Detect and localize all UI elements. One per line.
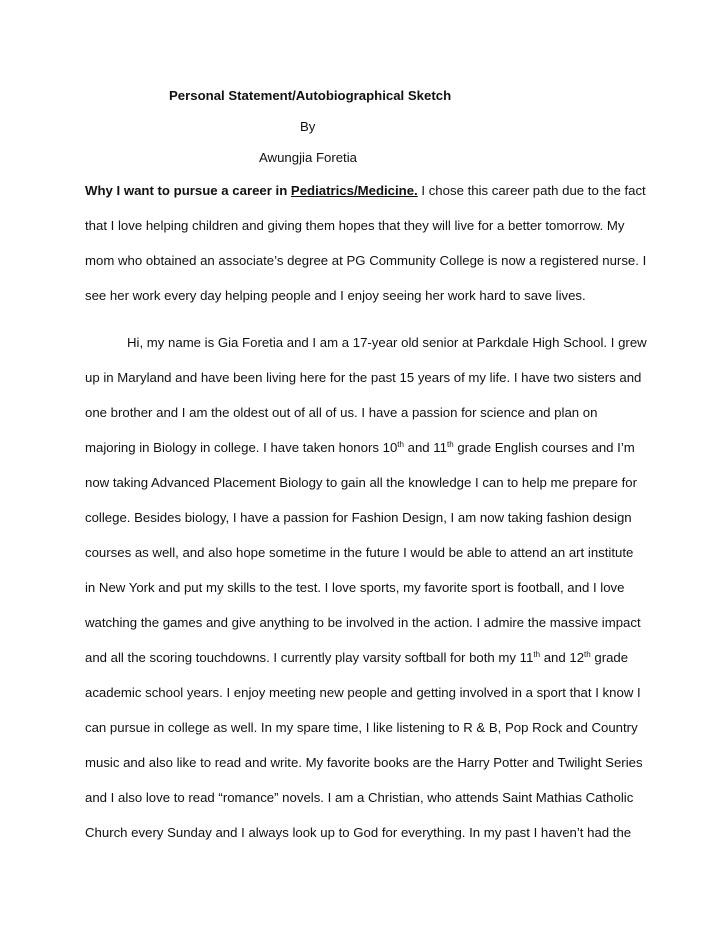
body-line-13: music and also like to read and write. My favorite books are the Harry Potter and Twilight Series — [85, 755, 643, 770]
body-line-10-c: grade — [590, 650, 629, 665]
body-line-10-a: and all the scoring touchdowns. I currently play varsity softball for both my 11 — [85, 650, 534, 665]
body-line-2: up in Maryland and have been living here for the past 15 years of my life. I have two sisters and — [85, 370, 642, 385]
body-line-4-a: majoring in Biology in college. I have taken honors 10 — [85, 440, 398, 455]
body-line-15: Church every Sunday and I always look up to God for everything. In my past I haven’t had the — [85, 825, 632, 840]
body-line-14: and I also love to read “romance” novels. I am a Christian, who attends Saint Mathias Catholic — [85, 790, 634, 805]
superscript: th — [533, 650, 541, 659]
body-line-9: watching the games and give anything to be involved in the action. I admire the massive impact — [85, 615, 641, 630]
intro-line-4: see her work every day helping people and I enjoy seeing her work hard to save lives. — [85, 288, 586, 303]
career-field: Pediatrics/Medicine. — [290, 183, 418, 198]
body-line-11: academic school years. I enjoy meeting new people and getting involved in a sport that I know I — [85, 685, 641, 700]
body-line-5: now taking Advanced Placement Biology to gain all the knowledge I can to help me prepare for — [85, 475, 638, 490]
intro-line-1 — [85, 183, 646, 199]
intro-line-1-rest: I chose this career path due to the fact — [417, 183, 646, 198]
by-line: By — [300, 119, 316, 134]
body-line-4-c: grade English courses and I’m — [453, 440, 635, 455]
document-title: Personal Statement/Autobiographical Sketch — [169, 88, 452, 103]
author-name: Awungjia Foretia — [259, 150, 357, 165]
intro-line-3: mom who obtained an associate’s degree at PG Community College is now a registered nurse. I — [85, 253, 647, 268]
body-line-3: one brother and I am the oldest out of all of us. I have a passion for science and plan on — [85, 405, 598, 420]
body-line-1: Hi, my name is Gia Foretia and I am a 17-year old senior at Parkdale High School. I grew — [127, 335, 647, 350]
body-line-4-b: and 11 — [403, 440, 447, 455]
body-line-4 — [85, 440, 635, 456]
body-line-8: in New York and put my skills to the test. I love sports, my favorite sport is football, and I love — [85, 580, 625, 595]
body-line-12: can pursue in college as well. In my spare time, I like listening to R & B, Pop Rock and Country — [85, 720, 638, 735]
superscript: th — [397, 440, 404, 449]
body-line-10 — [85, 650, 628, 666]
intro-line-2: that I love helping children and giving them hopes that they will live for a better tomorrow. My — [85, 218, 625, 233]
superscript: th — [447, 440, 454, 449]
superscript: th — [584, 650, 591, 659]
body-line-7: courses as well, and also hope sometime in the future I would be able to attend an art institute — [85, 545, 634, 560]
body-line-6: college. Besides biology, I have a passion for Fashion Design, I am now taking fashion design — [85, 510, 632, 525]
intro-heading: Why I want to pursue a career in — [85, 183, 291, 198]
body-line-10-b: and 12 — [540, 650, 585, 665]
